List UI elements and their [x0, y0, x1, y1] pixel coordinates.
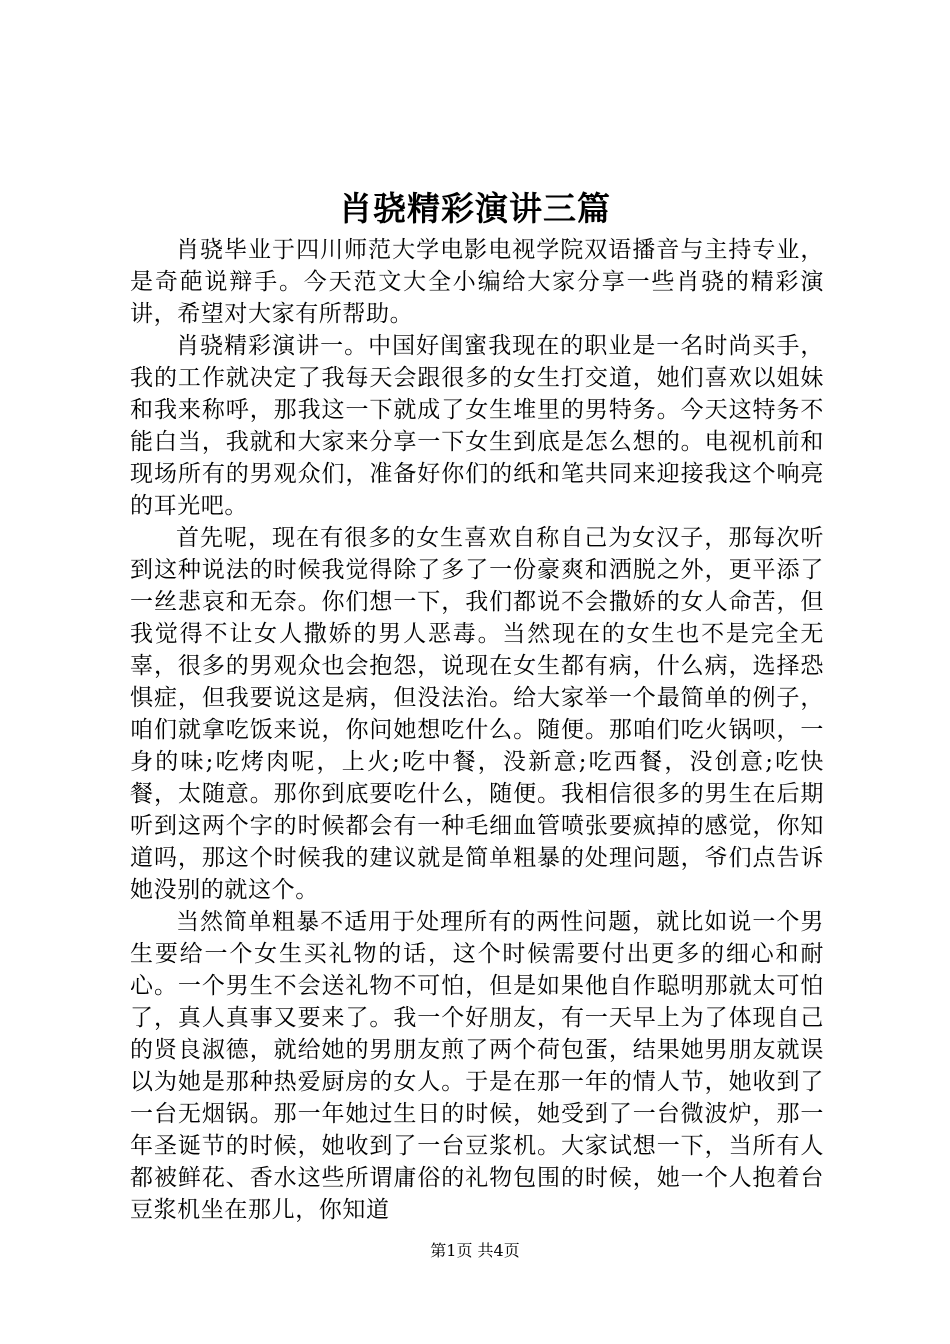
- paragraph-first: 首先呢，现在有很多的女生喜欢自称自己为女汉子，那每次听到这种说法的时候我觉得除了多了一份豪爽和洒脱之外，更平添了一丝悲哀和无奈。你们想一下，我们都说不会撒娇的女人命苦，但我觉得不让女人撒娇的男人恶毒。当然现在的女生也不是完全无辜，很多的男观众也会抱怨，说现在女生都有病，什么病，选择恐惧症，但我要说这是病，但没法治。给大家举一个最简单的例子，咱们就拿吃饭来说，你问她想吃什么。随便。那咱们吃火锅呗，一身的味;吃烤肉呢，上火;吃中餐，没新意;吃西餐，没创意;吃快餐，太随意。那你到底要吃什么，随便。我相信很多的男生在后期听到这两个字的时候都会有一种毛细血管喷张要疯掉的感觉，你知道吗，那这个时候我的建议就是简单粗暴的处理问题，爷们点告诉她没别的就这个。: [130, 525, 824, 903]
- paragraph-intro: 肖骁毕业于四川师范大学电影电视学院双语播音与主持专业，是奇葩说辩手。今天范文大全小编给大家分享一些肖骁的精彩演讲，希望对大家有所帮助。: [130, 237, 824, 327]
- paragraph-gifts: 当然简单粗暴不适用于处理所有的两性问题，就比如说一个男生要给一个女生买礼物的话，这个时候需要付出更多的细心和耐心。一个男生不会送礼物不可怕，但是如果他自作聪明那就太可怕了，真人真事又要来了。我一个好朋友，有一天早上为了体现自己的贤良淑德，就给她的男朋友煎了两个荷包蛋，结果她男朋友就误以为她是那种热爱厨房的女人。于是在那一年的情人节，她收到了一台无烟锅。那一年她过生日的时候，她受到了一台微波炉，那一年圣诞节的时候，她收到了一台豆浆机。大家试想一下，当所有人都被鲜花、香水这些所谓庸俗的礼物包围的时候，她一个人抱着台豆浆机坐在那儿，你知道: [130, 909, 824, 1223]
- paragraph-speech-one: 肖骁精彩演讲一。中国好闺蜜我现在的职业是一名时尚买手，我的工作就决定了我每天会跟很多的女生打交道，她们喜欢以姐妹和我来称呼，那我这一下就成了女生堆里的男特务。今天这特务不能白当，我就和大家来分享一下女生到底是怎么想的。电视机前和现场所有的男观众们，准备好你们的纸和笔共同来迎接我这个响亮的耳光吧。: [130, 333, 824, 519]
- page-number-footer: 第1页 共4页: [430, 1241, 520, 1260]
- document-title: 肖骁精彩演讲三篇: [339, 189, 611, 228]
- document-body: [130, 234, 824, 1226]
